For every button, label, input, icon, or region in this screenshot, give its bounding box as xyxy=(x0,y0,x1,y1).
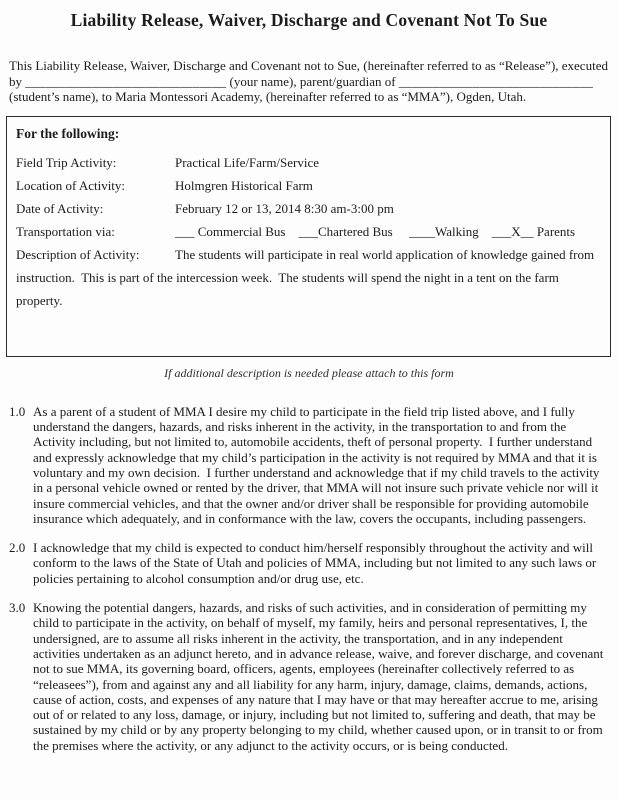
date-of-activity-value: February 12 or 13, 2014 8:30 am-3:00 pm xyxy=(175,200,394,216)
clauses-list xyxy=(9,404,609,753)
field-trip-activity-label: Field Trip Activity: xyxy=(16,154,117,170)
clause-2-text: I acknowledge that my child is expected to conduct him/herself responsibly throughout the activity and will conform to the laws of the State of Utah and policies of MMA, including but not limited to any such laws or policies pertaining to alcohol consumption and/or drug use, etc. xyxy=(33,540,600,586)
location-of-activity-value: Holmgren Historical Farm xyxy=(175,177,313,193)
location-of-activity-label: Location of Activity: xyxy=(16,177,126,193)
intro-text-before-name: This Liability Release, Waiver, Discharge and Covenant not to Sue, (hereinafter referred to as “Release”), executed by xyxy=(9,58,608,89)
field-row-field-trip-activity xyxy=(16,151,600,174)
clause-2-number: 2.0 xyxy=(9,540,26,556)
clause-1-number: 1.0 xyxy=(9,403,26,419)
clause-3 xyxy=(9,600,609,753)
clause-3-number: 3.0 xyxy=(9,600,26,616)
intro-text-after-student: (student’s name), to Maria Montessori Academy, (hereinafter referred to as “MMA”), Ogden, Utah. xyxy=(9,89,527,105)
student-name-blank: _____________________________ xyxy=(398,73,594,89)
date-of-activity-label: Date of Activity: xyxy=(16,200,104,216)
clause-2 xyxy=(9,540,609,586)
clause-3-text: Knowing the potential dangers, hazards, and risks of such activities, and in consideration of permitting my child to participate in the activity, on behalf of myself, my family, heirs and personal representatives, I, the undersigned, are to assume all risks inherent in the activity, the transportation, and in any independent activities undertaken as an adjunct hereto, and in advance release, waive, and forever discharge, and covenant not to sue MMA, its governing board, officers, agents, employees (hereinafter collectively referred to as “releasees”), from and against any and all liability for any harm, injury, damage, claims, demands, actions, cause of action, costs, and expenses of any nature that I may have or that may hereafter accrue to me, arising out of or related to any loss, damage, or injury, including but not limited to, suffering and death, that may be sustained by my child or by any property belonging to my child, whether caused upon, or in transit to or from the premises where the activity, or any adjunct to the activity occurs, or is being conducted. xyxy=(33,600,607,753)
field-row-date-of-activity xyxy=(16,197,600,220)
document-title: Liability Release, Waiver, Discharge and Covenant Not To Sue xyxy=(70,10,548,30)
activity-details-box xyxy=(6,116,611,357)
transportation-via-value: ___ Commercial Bus ___Chartered Bus ____Walking ___X__ Parents xyxy=(175,223,576,239)
field-row-transportation-via xyxy=(16,220,600,243)
clause-1-text: As a parent of a student of MMA I desire my child to participate in the field trip listed above, and I fully understand the dangers, hazards, and risks inherent in the activity, in the transportation to and from the Activity including, but not limited to, automobile accidents, theft of personal property. I further understand and expressly acknowledge that my child’s participation in the activity is not required by MMA and that it is voluntary and my own decision. I further understand and acknowledge that if my child travels to the activity in a personal vehicle owned or rented by the driver, that MMA will not insure such private vehicle nor will it insure commercial vehicles, and that the owner and/or driver shall be responsible for providing automobile insurance which adequately, and in conformance with the law, covers the occupants, including passengers. xyxy=(33,403,603,526)
clause-1 xyxy=(9,404,609,526)
additional-description-note: If additional description is needed please attach to this form xyxy=(164,365,454,380)
field-row-description-of-activity xyxy=(16,243,600,312)
parent-name-blank: ______________________________ xyxy=(25,73,227,89)
description-of-activity-value: The students will participate in real world application of knowledge gained from instruction. This is part of the intercession week. The students will spend the night in a tent on the farm property. xyxy=(16,246,598,308)
intro-text-after-name: (your name), parent/guardian of xyxy=(226,73,399,89)
box-heading: For the following: xyxy=(16,125,120,141)
field-trip-activity-value: Practical Life/Farm/Service xyxy=(175,154,320,170)
field-row-location-of-activity xyxy=(16,174,600,197)
intro-paragraph xyxy=(9,58,609,105)
transportation-via-label: Transportation via: xyxy=(16,223,115,239)
description-of-activity-label: Description of Activity: xyxy=(16,246,140,262)
